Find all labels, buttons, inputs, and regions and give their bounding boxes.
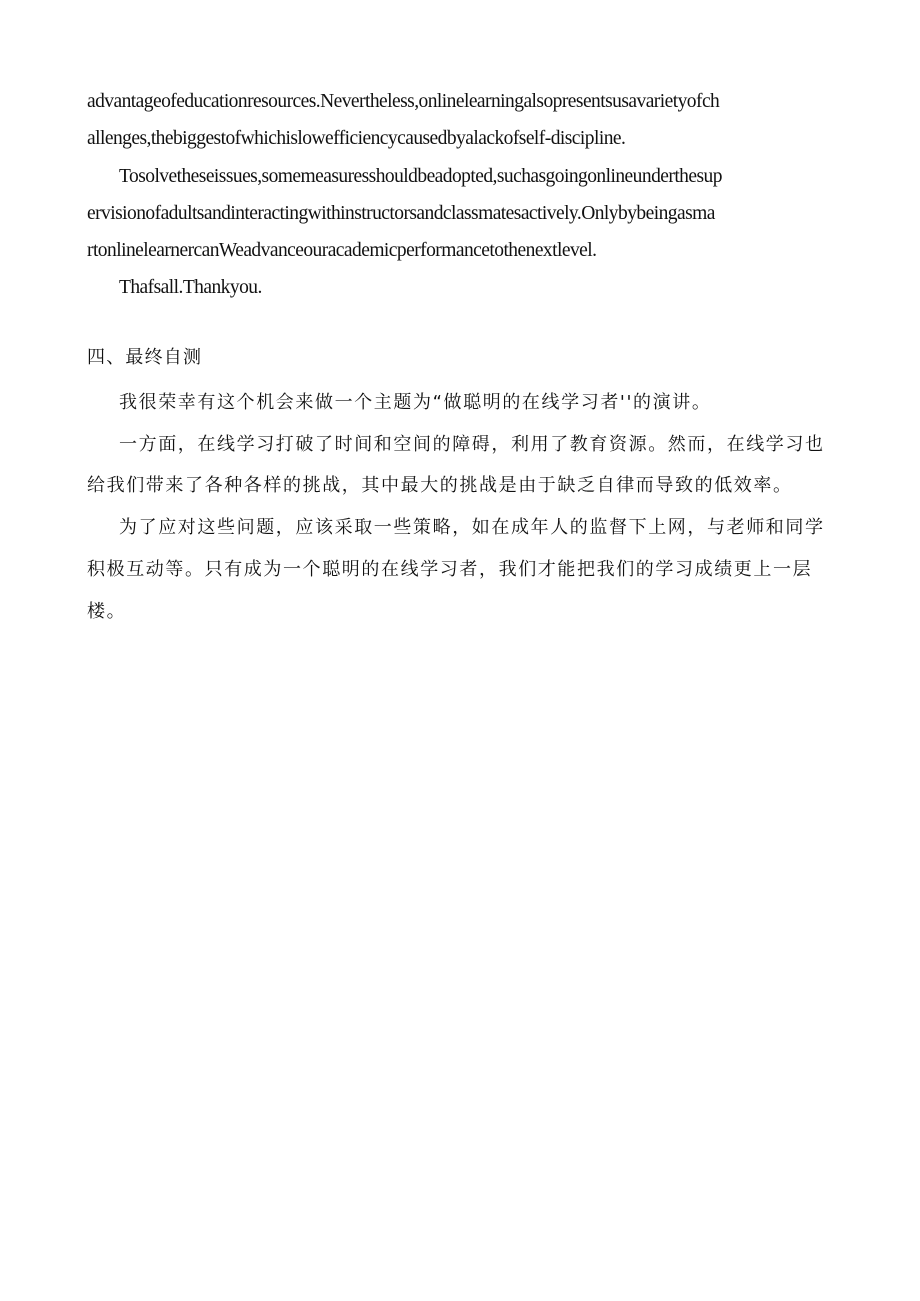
chinese-para3-line1: 为了应对这些问题，应该采取一些策略，如在成年人的监督下上网，与老师和同学 bbox=[119, 517, 825, 538]
chinese-para2-line2: 给我们带来了各种各样的挑战，其中最大的挑战是由于缺乏自律而导致的低效率。 bbox=[87, 475, 793, 496]
section-heading: 四、最终自测 bbox=[87, 347, 203, 368]
english-para2-line3: rtonlinelearnercanWeadvanceouracademicperformancetothenextlevel. bbox=[87, 240, 597, 261]
chinese-para3-line2: 积极互动等。只有成为一个聪明的在线学习者，我们才能把我们的学习成绩更上一层 bbox=[87, 559, 813, 580]
english-para2-line2: ervisionofadultsandinteractingwithinstructorsandclassmatesactively.Onlybybeingasma bbox=[87, 203, 715, 224]
english-para1-line1: advantageofeducationresources.Nevertheless,onlinelearningalsopresentsusavarietyofch bbox=[87, 91, 720, 112]
chinese-para1-line1: 我很荣幸有这个机会来做一个主题为“做聪明的在线学习者''的演讲。 bbox=[119, 392, 712, 413]
english-para2-line1: Tosolvetheseissues,somemeasuresshouldbeadopted,suchasgoingonlineunderthesup bbox=[119, 166, 722, 187]
english-para3-line1: Thafsall.Thankyou. bbox=[119, 277, 262, 298]
chinese-para2-line1: 一方面，在线学习打破了时间和空间的障碍，利用了教育资源。然而，在线学习也 bbox=[119, 434, 825, 455]
chinese-para3-line3: 楼。 bbox=[87, 601, 127, 622]
english-para1-line2: allenges,thebiggestofwhichislowefficiencycausedbyalackofself-discipline. bbox=[87, 128, 626, 149]
